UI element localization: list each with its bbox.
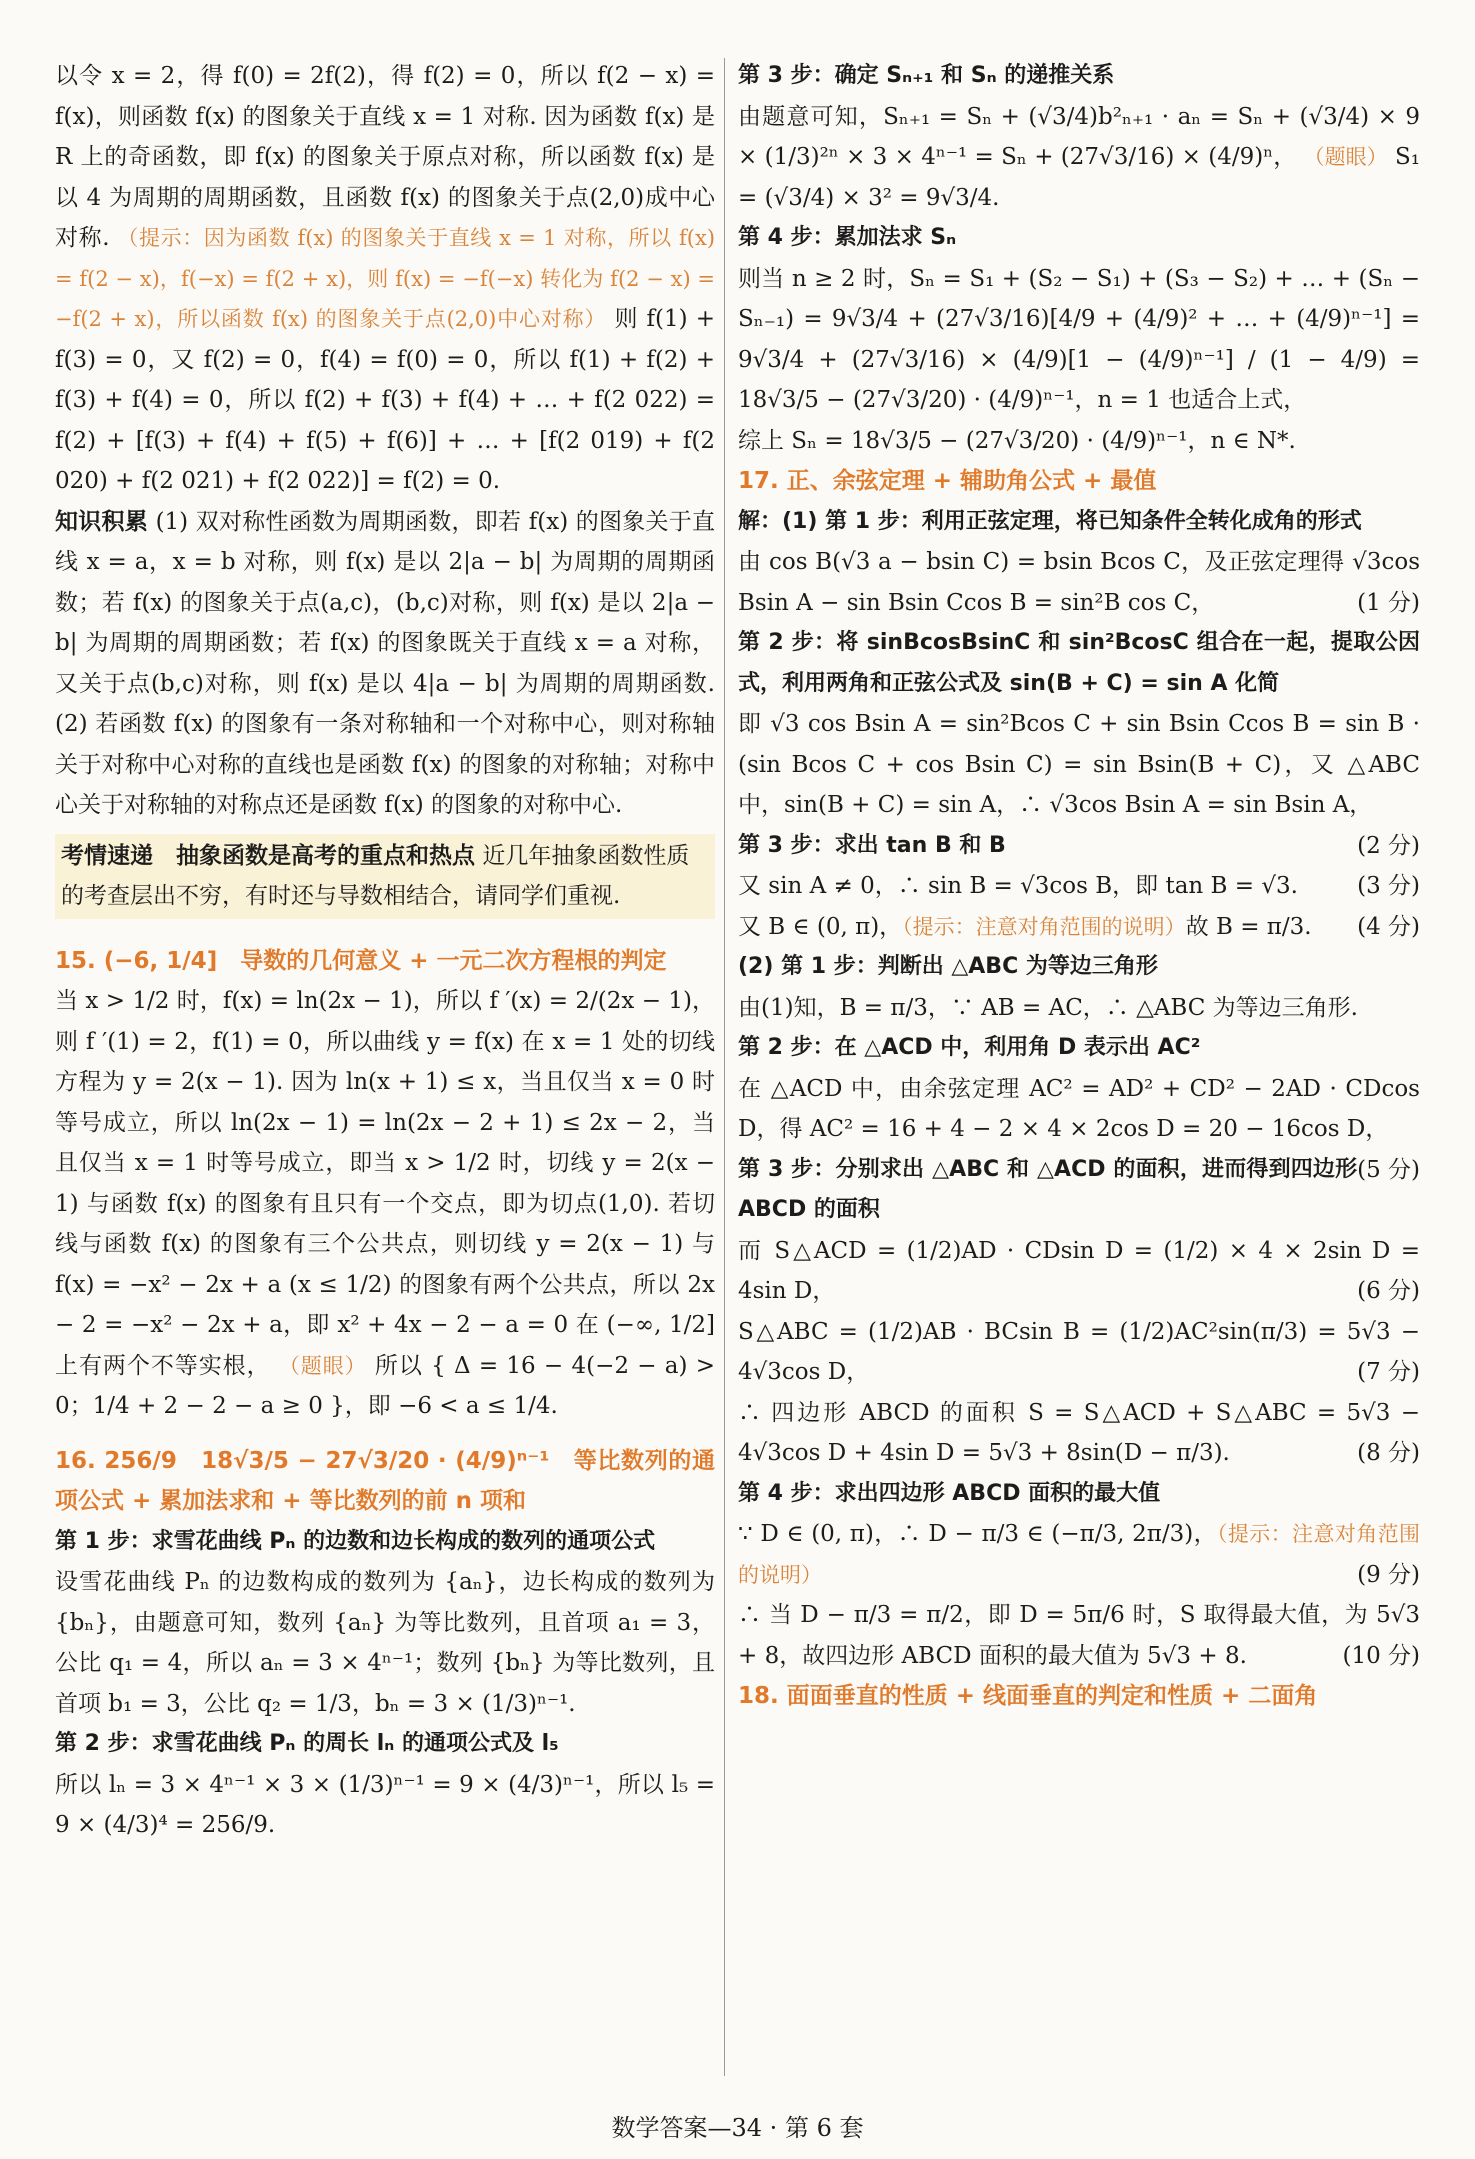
page-footer: 数学答案—34 · 第 6 套: [611, 2114, 864, 2142]
q17-p1: 由 cos B(√3 a − bsin C) = bsin Bcos C，及正弦定理得 √3cos Bsin A − sin Bsin Ccos B = sin²B cos C，: [738, 549, 1420, 616]
q16-step-3: 第 3 步：确定 Sₙ₊₁ 和 Sₙ 的递推关系: [738, 63, 1115, 88]
q17-range: [738, 1514, 1420, 1595]
q17-part1-step-1: 解：(1) 第 1 步：利用正弦定理，将已知条件全转化成角的形式: [738, 508, 1362, 534]
q16-step-3-tail: S₁ = (√3/4) × 3² = 9√3/4.: [738, 144, 1421, 211]
q17-part2-step-2: 第 2 步：在 △ACD 中，利用角 D 表示出 AC²: [738, 1035, 1201, 1060]
q17-part2-step-2-text: [738, 1069, 1420, 1183]
q14-text: 以令 x = 2，得 f(0) = 2f(2)，得 f(2) = 0，所以 f(2 − x) = f(x)，则函数 f(x) 的图象关于直线 x = 1 对称. 因为函数 f(x) 是 R 上的奇函数，即 f(x) 的图象关于原点对称，所以函数 f(x) 是以 4 为周期的周期函数，且函数 f(x) 的图象关于点(2,0)成中心对称.: [55, 63, 715, 251]
right-column: [738, 56, 1420, 1717]
q17-part2-step-1-text: 由(1)知，B = π/3，∵ AB = AC，∴ △ABC 为等边三角形.: [738, 994, 1358, 1021]
q17-part1-conclusion: [738, 907, 1420, 948]
q16-step-3-eq: 由题意可知，Sₙ₊₁ = Sₙ + (√3/4)b²ₙ₊₁ · aₙ = Sₙ + (√3/4) × 9 × (1/3)²ⁿ × 3 × 4ⁿ⁻¹ = Sₙ + (27√3/16) × (4/9)ⁿ，: [738, 103, 1420, 170]
q17-hint-2: （提示：注意对角范围的说明）: [738, 1522, 1420, 1587]
q17-heading: 17. 正、余弦定理 + 辅助角公式 + 最值: [738, 468, 1157, 494]
q16-conclusion: 综上 Sₙ = 18√3/5 − (27√3/20) · (4/9)ⁿ⁻¹，n ∈ N*.: [738, 427, 1296, 454]
q15-hint: （题眼）: [278, 1353, 367, 1378]
left-column: [55, 56, 715, 1846]
q17-p11: ∴ 当 D − π/3 = π/2，即 D = 5π/6 时，S 取得最大值，为 5√3 + 8，故四边形 ABCD 面积的最大值为 5√3 + 8.: [738, 1602, 1420, 1669]
score-1: (1 分): [1357, 589, 1420, 616]
q16-step-4-text: 则当 n ≥ 2 时，Sₙ = S₁ + (S₂ − S₁) + (S₃ − S₂) + … + (Sₙ − Sₙ₋₁) = 9√3/4 + (27√3/16)[4/9 + (4/9)² + … + (4/9)ⁿ⁻¹] = 9√3/4 + (27√3/16) × (4/9)[1 − (4/9)ⁿ⁻¹] / (1 − 4/9) = 18√3/5 − (27√3/20) · (4/9)ⁿ⁻¹，n = 1 也适合上式，: [738, 265, 1420, 413]
q16-step-1: 第 1 步：求雪花曲线 Pₙ 的边数和边长构成的数列的通项公式: [55, 1528, 656, 1554]
q17-part2-step-3: 第 3 步：分别求出 △ABC 和 △ACD 的面积，进而得到四边形 ABCD 的面积: [738, 1156, 1358, 1222]
score-6: (6 分): [1357, 1278, 1420, 1304]
score-7: (7 分): [1357, 1359, 1420, 1385]
q17-p8: S△ABC = (1/2)AB · BCsin B = (1/2)AC²sin(π/3) = 5√3 − 4√3cos D，: [738, 1318, 1420, 1385]
q17-max: [738, 1595, 1420, 1676]
q15-solution: [55, 981, 715, 1427]
q17-area-acd: [738, 1231, 1420, 1312]
q17-p9: ∴ 四边形 ABCD 的面积 S = S△ACD + S△ABC = 5√3 − 4√3cos D + 4sin D = 5√3 + 8sin(D − π/3).: [738, 1399, 1420, 1466]
q17-p2: 即 √3 cos Bsin A = sin²Bcos C + sin Bsin Ccos B = sin B · (sin Bcos C + cos Bsin C) = sin Bsin(B + C)，又 △ABC 中，sin(B + C) = sin A，∴ √3cos Bsin A = sin Bsin A，: [738, 711, 1420, 818]
q17-hint-1: （提示：注意对角范围的说明）: [902, 914, 1186, 939]
q15-text: 当 x > 1/2 时，f(x) = ln(2x − 1)，所以 f ′(x) = 2/(2x − 1)，则 f ′(1) = 2，f(1) = 0，所以曲线 y = f(x) 在 x = 1 处的切线方程为 y = 2(x − 1). 因为 ln(x + 1) ≤ x，当且仅当 x = 0 时等号成立，所以 ln(2x − 1) = ln(2x − 2 + 1) ≤ 2x − 2，当且仅当 x = 1 时等号成立，即当 x > 1/2 时，切线 y = 2(x − 1) 与函数 f(x) 的图象有且只有一个交点，即为切点(1,0). 若切线与函数 f(x) 的图象有三个公共点，则切线 y = 2(x − 1) 与 f(x) = −x² − 2x + a (x ≤ 1/2) 的图象有两个公共点，所以 2x − 2 = −x² − 2x + a，即 x² + 4x − 2 − a = 0 在 (−∞, 1/2] 上有两个不等实根，: [55, 988, 715, 1379]
q17-area-abc: [738, 1312, 1420, 1393]
q14-text-tail: 则 f(1) + f(3) = 0，又 f(2) = 0，f(4) = f(0) = 0，所以 f(1) + f(2) + f(3) + f(4) = 0，所以 f(2) + f(3) + f(4) + … + f(2 022) = f(2) + [f(3) + f(4) + f(5) + f(6)] + … + [f(2 019) + f(2 020) + f(2 021) + f(2 022)] = f(2) = 0.: [55, 306, 715, 494]
q17-p6: 在 △ACD 中，由余弦定理 AC² = AD² + CD² − 2AD · CDcos D，得 AC² = 16 + 4 − 2 × 4 × 2cos D = 20 − 16cos D，: [738, 1075, 1420, 1142]
score-3: (3 分): [1357, 873, 1420, 899]
column-divider: [724, 58, 725, 2076]
exam-callout-label: 考情速递 抽象函数是高考的重点和热点: [61, 842, 475, 869]
score-5: (5 分): [1357, 1156, 1420, 1183]
q17-part1-step-1-text: [738, 542, 1420, 623]
q16-step-2: 第 2 步：求雪花曲线 Pₙ 的周长 lₙ 的通项公式及 l₅: [55, 1731, 559, 1756]
q16-step-1-text: 设雪花曲线 Pₙ 的边数构成的数列为 {aₙ}，边长构成的数列为 {bₙ}，由题意可知，数列 {aₙ} 为等比数列，且首项 a₁ = 3，公比 q₁ = 4，所以 aₙ = 3 × 4ⁿ⁻¹；数列 {bₙ} 为等比数列，且首项 b₁ = 3，公比 q₂ = 1/3，bₙ = 3 × (1/3)ⁿ⁻¹.: [55, 1569, 715, 1717]
exam-callout-text: 近几年抽象函数性质的考查层出不穷，有时还与导数相结合，请同学们重视.: [61, 842, 690, 909]
exam-callout: [55, 834, 715, 919]
q16-step-3-hint: （题眼）: [1303, 145, 1388, 169]
q17-part2-step-1: (2) 第 1 步：判断出 △ABC 为等边三角形: [738, 954, 1158, 979]
q17-p4b: 故 B = π/3.: [1185, 913, 1312, 940]
score-8: (8 分): [1357, 1440, 1420, 1466]
q17-p7: 而 S△ACD = (1/2)AD · CDsin D = (1/2) × 4 × 2sin D = 4sin D，: [738, 1237, 1420, 1304]
q17-p10: ∵ D ∈ (0, π)，∴ D − π/3 ∈ (−π/3, 2π/3)，: [738, 1521, 1218, 1547]
q18-heading: 18. 面面垂直的性质 + 线面垂直的判定和性质 + 二面角: [738, 1683, 1318, 1709]
q17-part1-step-3: 第 3 步：求出 tan B 和 B: [738, 832, 1006, 858]
score-4: (4 分): [1357, 913, 1420, 940]
knowledge-text: (1) 双对称性函数为周期函数，即若 f(x) 的图象关于直线 x = a，x = b 对称，则 f(x) 是以 2|a − b| 为周期的周期函数；若 f(x) 的图象关于点(a,c)，(b,c)对称，则 f(x) 是以 2|a − b| 为周期的周期函数；若 f(x) 的图象既关于直线 x = a 对称，又关于点(b,c)对称，则 f(x) 是以 4|a − b| 为周期的周期函数. (2) 若函数 f(x) 的图象有一条对称轴和一个对称中心，则对称轴关于对称中心对称的直线也是函数 f(x) 的图象的对称轴；对称中心关于对称轴的对称点还是函数 f(x) 的图象的对称中心.: [55, 508, 715, 818]
q17-part1-step-3-text: [738, 866, 1420, 907]
q17-area-total: [738, 1393, 1420, 1474]
q17-p3: 又 sin A ≠ 0，∴ sin B = √3cos B，即 tan B = √3.: [738, 873, 1298, 899]
knowledge-label: 知识积累: [55, 508, 148, 535]
q17-part1-step-2: 第 2 步：将 sinBcosBsinC 和 sin²BcosC 组合在一起，提取公因式，利用两角和正弦公式及 sin(B + C) = sin A 化简: [738, 630, 1420, 696]
score-2: (2 分): [1357, 832, 1420, 859]
q14-hint: （提示：因为函数 f(x) 的图象关于直线 x = 1 对称，所以 f(x) = f(2 − x)，f(−x) = f(2 + x)，则 f(x) = −f(−x) 转化为 f(2 − x) = −f(2 + x)，所以函数 f(x) 的图象关于点(2,0)中心对称）: [55, 226, 716, 331]
score-9: (9 分): [1357, 1561, 1420, 1588]
score-10: (10 分): [1342, 1642, 1420, 1669]
q16-step-2-text: 所以 lₙ = 3 × 4ⁿ⁻¹ × 3 × (1/3)ⁿ⁻¹ = 9 × (4/3)ⁿ⁻¹，所以 l₅ = 9 × (4/3)⁴ = 256/9.: [55, 1771, 715, 1838]
q16-step-3-text: [738, 97, 1420, 219]
q17-p4a: 又 B ∈ (0, π)，: [738, 913, 903, 940]
q15-heading: 15. (−6, 1/4] 导数的几何意义 + 一元二次方程根的判定: [55, 947, 667, 974]
q17-part2-step-4: 第 4 步：求出四边形 ABCD 面积的最大值: [738, 1480, 1161, 1506]
knowledge-note: [55, 502, 715, 826]
q16-step-4: 第 4 步：累加法求 Sₙ: [738, 225, 957, 250]
q15-text-tail: 所以 { Δ = 16 − 4(−2 − a) > 0；1/4 + 2 − 2 − a ≥ 0 }，即 −6 < a ≤ 1/4.: [55, 1352, 715, 1419]
q14-solution: [55, 56, 715, 502]
q16-heading: 16. 256/9 18√3/5 − 27√3/20 · (4/9)ⁿ⁻¹ 等比数列的通项公式 + 累加法求和 + 等比数列的前 n 项和: [55, 1447, 715, 1514]
